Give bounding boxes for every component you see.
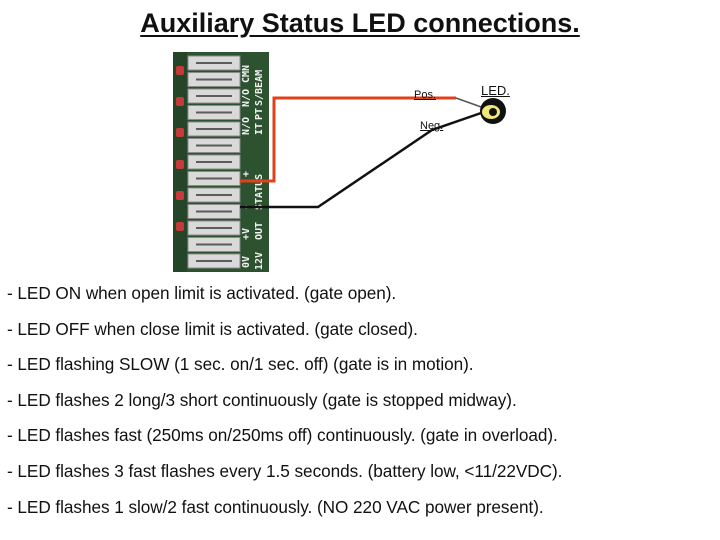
terminal-label-cmn: CMN (241, 64, 252, 83)
list-item: - LED flashes 2 long/3 short continuously (gate is stopped midway). (7, 389, 517, 410)
terminal-label-sbeam: S/BEAM (254, 69, 265, 106)
terminal-block (173, 52, 269, 272)
list-item: - LED OFF when close limit is activated. (gate closed). (7, 318, 418, 339)
terminal-label-plusv: +V (241, 227, 252, 240)
page-title: Auxiliary Status LED connections. (140, 8, 580, 38)
pos-label: Pos. (414, 89, 437, 101)
terminal-label-12v: 12V (254, 251, 265, 270)
positive-wire (240, 98, 456, 181)
status-list (7, 276, 713, 525)
led-icon (480, 98, 506, 124)
terminal-label-pt: PT (254, 107, 265, 120)
terminal-label-plus: + (241, 170, 252, 177)
list-item: - LED flashing SLOW (1 sec. on/1 sec. off) (gate is in motion). (7, 354, 474, 375)
negative-wire (240, 112, 484, 207)
list-item: - LED flashes 3 fast flashes every 1.5 seconds. (battery low, <11/22VDC). (7, 460, 563, 481)
led-label: LED. (481, 83, 510, 98)
terminal-label-0v: 0V (241, 255, 252, 268)
list-item: - LED flashes fast (250ms on/250ms off) continuously. (gate in overload). (7, 425, 558, 446)
terminal-label-minus: - (241, 203, 252, 210)
neg-label: Neg. (420, 120, 444, 132)
terminal-label-it: IT (254, 122, 265, 135)
list-item: - LED ON when open limit is activated. (gate open). (7, 283, 397, 303)
terminal-label-no1: N/O (241, 88, 252, 107)
list-item: - LED flashes 1 slow/2 fast continuously. (NO 220 VAC power present). (7, 496, 544, 517)
terminal-label-out: OUT (254, 221, 265, 240)
terminal-label-status: STATUS (254, 173, 265, 210)
terminal-label-no2: N/O (241, 116, 252, 135)
